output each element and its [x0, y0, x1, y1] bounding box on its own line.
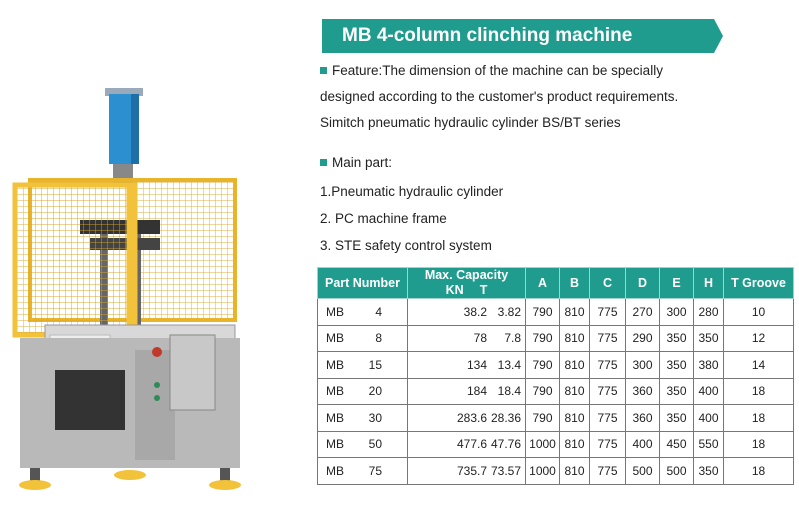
cell-capacity — [408, 325, 526, 352]
cell-a: 790 — [526, 299, 560, 326]
cell-b: 810 — [560, 299, 590, 326]
cell-e: 350 — [660, 378, 694, 405]
cell-h: 400 — [694, 405, 724, 432]
spec-table — [317, 267, 794, 485]
machine-illustration — [5, 80, 295, 500]
feature-line-2: designed according to the customer's product requirements. — [320, 89, 679, 104]
main-part-item: 2. PC machine frame — [320, 211, 447, 226]
header-c: C — [590, 268, 626, 299]
header-d: D — [626, 268, 660, 299]
cell-a: 790 — [526, 378, 560, 405]
cell-g: 12 — [724, 325, 794, 352]
table-row — [318, 405, 794, 432]
cell-h: 350 — [694, 458, 724, 485]
cell-capacity — [408, 299, 526, 326]
cell-model: MB — [326, 304, 344, 319]
cell-model: MB — [326, 357, 344, 372]
cell-b: 810 — [560, 405, 590, 432]
cell-capacity — [408, 378, 526, 405]
header-kn: KN — [445, 283, 464, 297]
header-b: B — [560, 268, 590, 299]
cell-c: 775 — [590, 405, 626, 432]
header-capacity — [408, 268, 526, 299]
header-t-groove: T Groove — [724, 268, 794, 299]
cell-capacity — [408, 352, 526, 379]
cell-e: 500 — [660, 458, 694, 485]
cell-g: 18 — [724, 405, 794, 432]
cell-model: MB — [326, 410, 344, 425]
table-row — [318, 299, 794, 326]
table-header-row — [318, 268, 794, 299]
cell-t: 47.76 — [490, 437, 521, 452]
page-title: MB 4-column clinching machine — [322, 19, 714, 53]
cell-g: 14 — [724, 352, 794, 379]
cell-e: 300 — [660, 299, 694, 326]
bullet-icon — [320, 67, 327, 74]
cell-model: MB — [326, 384, 344, 399]
cell-e: 350 — [660, 405, 694, 432]
cell-capacity — [408, 431, 526, 458]
cell-g: 18 — [724, 458, 794, 485]
main-part-label: Main part: — [332, 155, 393, 170]
cell-part-number — [318, 405, 408, 432]
cell-kn: 735.7 — [456, 463, 487, 478]
cell-model: MB — [326, 331, 344, 346]
cell-model: MB — [326, 463, 344, 478]
cell-a: 1000 — [526, 458, 560, 485]
cell-t: 18.4 — [497, 384, 521, 399]
header-part-number: Part Number — [318, 268, 408, 299]
cell-e: 350 — [660, 325, 694, 352]
cell-c: 775 — [590, 431, 626, 458]
header-t: T — [479, 283, 488, 297]
cell-d: 500 — [626, 458, 660, 485]
main-part-heading — [320, 155, 392, 170]
cell-d: 290 — [626, 325, 660, 352]
cell-b: 810 — [560, 458, 590, 485]
header-e: E — [660, 268, 694, 299]
cell-model: MB — [326, 437, 344, 452]
cell-g: 18 — [724, 431, 794, 458]
cell-g: 18 — [724, 378, 794, 405]
cell-part-number — [318, 352, 408, 379]
cell-g: 10 — [724, 299, 794, 326]
cell-t: 3.82 — [497, 304, 521, 319]
cell-a: 1000 — [526, 431, 560, 458]
cell-c: 775 — [590, 299, 626, 326]
cell-c: 775 — [590, 352, 626, 379]
main-part-item: 1.Pneumatic hydraulic cylinder — [320, 184, 504, 199]
cell-b: 810 — [560, 431, 590, 458]
cell-model-number: 15 — [368, 357, 382, 372]
cell-h: 350 — [694, 325, 724, 352]
cell-c: 775 — [590, 378, 626, 405]
cell-t: 73.57 — [490, 463, 521, 478]
cell-kn: 477.6 — [456, 437, 487, 452]
cell-e: 450 — [660, 431, 694, 458]
cell-kn: 134 — [466, 357, 487, 372]
cell-part-number — [318, 378, 408, 405]
cell-model-number: 20 — [368, 384, 382, 399]
cell-model-number: 8 — [375, 331, 382, 346]
cell-d: 270 — [626, 299, 660, 326]
table-row — [318, 352, 794, 379]
table-row — [318, 431, 794, 458]
cell-part-number — [318, 458, 408, 485]
cell-kn: 184 — [466, 384, 487, 399]
cell-d: 400 — [626, 431, 660, 458]
cell-part-number — [318, 299, 408, 326]
feature-label: Feature: — [332, 63, 383, 78]
cell-d: 360 — [626, 405, 660, 432]
cell-b: 810 — [560, 378, 590, 405]
cell-b: 810 — [560, 352, 590, 379]
cell-a: 790 — [526, 405, 560, 432]
cell-model-number: 4 — [375, 304, 382, 319]
cell-b: 810 — [560, 325, 590, 352]
cell-kn: 78 — [473, 331, 487, 346]
cell-model-number: 30 — [368, 410, 382, 425]
cell-d: 360 — [626, 378, 660, 405]
table-row — [318, 458, 794, 485]
cell-part-number — [318, 431, 408, 458]
cell-kn: 38.2 — [463, 304, 487, 319]
cell-t: 7.8 — [504, 331, 521, 346]
cell-d: 300 — [626, 352, 660, 379]
cell-part-number — [318, 325, 408, 352]
feature-line-1 — [320, 63, 663, 78]
bullet-icon — [320, 159, 327, 166]
cell-t: 13.4 — [497, 357, 521, 372]
cell-c: 775 — [590, 458, 626, 485]
cell-h: 550 — [694, 431, 724, 458]
table-row — [318, 325, 794, 352]
feature-line-3: Simitch pneumatic hydraulic cylinder BS/BT series — [320, 115, 621, 130]
cell-a: 790 — [526, 352, 560, 379]
table-row — [318, 378, 794, 405]
cell-e: 350 — [660, 352, 694, 379]
cell-model-number: 75 — [368, 463, 382, 478]
header-capacity-label: Max. Capacity — [424, 268, 509, 282]
feature-text: The dimension of the machine can be specially — [382, 63, 663, 78]
cell-t: 28.36 — [490, 410, 521, 425]
cell-h: 280 — [694, 299, 724, 326]
header-h: H — [694, 268, 724, 299]
cell-capacity — [408, 405, 526, 432]
cell-kn: 283.6 — [456, 410, 487, 425]
cell-capacity — [408, 458, 526, 485]
cell-h: 400 — [694, 378, 724, 405]
cell-model-number: 50 — [368, 437, 382, 452]
cell-c: 775 — [590, 325, 626, 352]
cell-h: 380 — [694, 352, 724, 379]
main-part-item: 3. STE safety control system — [320, 238, 492, 253]
header-a: A — [526, 268, 560, 299]
cell-a: 790 — [526, 325, 560, 352]
